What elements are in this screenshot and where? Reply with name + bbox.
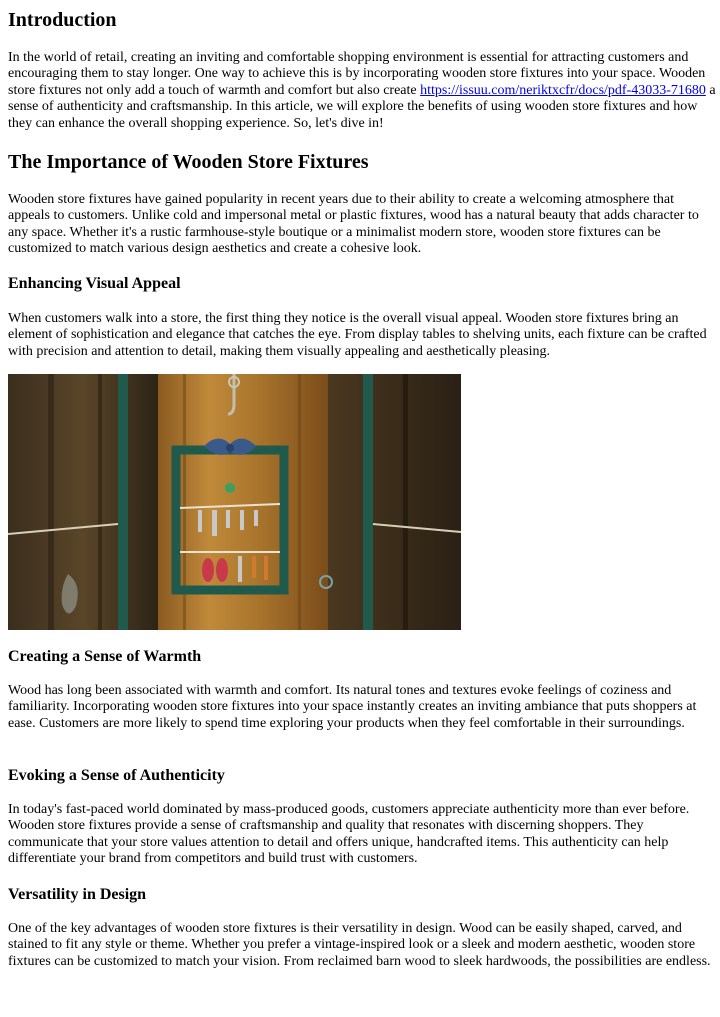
intro-paragraph (8, 50, 716, 132)
versatility-paragraph: One of the key advantages of wooden store fixtures is their versatility in design. Wood can be easily shaped, carved, and stained to fit any style or theme. Whether you prefer a vintage-inspired look or a sleek and modern aesthetic, wooden store fixtures can be customized to match your vision. From reclaimed barn wood to sleek hardwoods, the possibilities are endless. (8, 921, 711, 969)
importance-paragraph: Wooden store fixtures have gained popularity in recent years due to their ability to create a welcoming atmosphere that appeals to customers. Unlike cold and impersonal metal or plastic fixtures, wood has a natural beauty that adds character to any space. Whether it's a rustic farmhouse-style boutique or a minimalist modern store, wooden store fixtures can be customized to match various design aesthetics and create a cohesive look. (8, 192, 699, 257)
authenticity-heading: Evoking a Sense of Authenticity (8, 767, 225, 784)
jewelry-display-photo (8, 374, 461, 630)
intro-text-before-link: In the world of retail, creating an inviting and comfortable shopping environment is essential for attracting customers and encouraging them to stay longer. One way to achieve this is by incorporating wooden store fixtures into your space. Wooden store fixtures not only add a touch of warmth and comfort but also create (8, 50, 706, 98)
intro-text-after-link: a sense of authenticity and craftsmanship. In this article, we will explore the benefits of using wooden store fixtures and how they can enhance the overall shopping experience. So, let's dive in! (8, 82, 716, 131)
visual-appeal-paragraph: When customers walk into a store, the first thing they notice is the overall visual appeal. Wooden store fixtures bring an element of sophistication and elegance that catches the eye. From display tables to shelving units, each fixture can be crafted with precision and attention to detail, making them visually appealing and aesthetically pleasing. (8, 311, 707, 359)
versatility-heading: Versatility in Design (8, 886, 147, 903)
warmth-paragraph: Wood has long been associated with warmth and comfort. Its natural tones and textures evoke feelings of coziness and familiarity. Incorporating wooden store fixtures into your space instantly creates an inviting ambiance that puts shoppers at ease. Customers are more likely to spend time exploring your products when they feel comfortable in their surroundings. (8, 683, 697, 731)
authenticity-paragraph: In today's fast-paced world dominated by mass-produced goods, customers appreciate authenticity more than ever before. Wooden store fixtures provide a sense of craftsmanship and quality that resonates with discerning shoppers. They communicate that your store values attention to detail and offers unique, handcrafted items. This authenticity can help differentiate your brand from competitors and build trust with customers. (8, 802, 690, 867)
issuu-link[interactable]: https://issuu.com/neriktxcfr/docs/pdf-43033-71680 (420, 82, 706, 98)
intro-heading: Introduction (8, 9, 117, 31)
warmth-heading: Creating a Sense of Warmth (8, 648, 202, 665)
importance-heading: The Importance of Wooden Store Fixtures (8, 151, 369, 173)
visual-appeal-heading: Enhancing Visual Appeal (8, 275, 181, 292)
